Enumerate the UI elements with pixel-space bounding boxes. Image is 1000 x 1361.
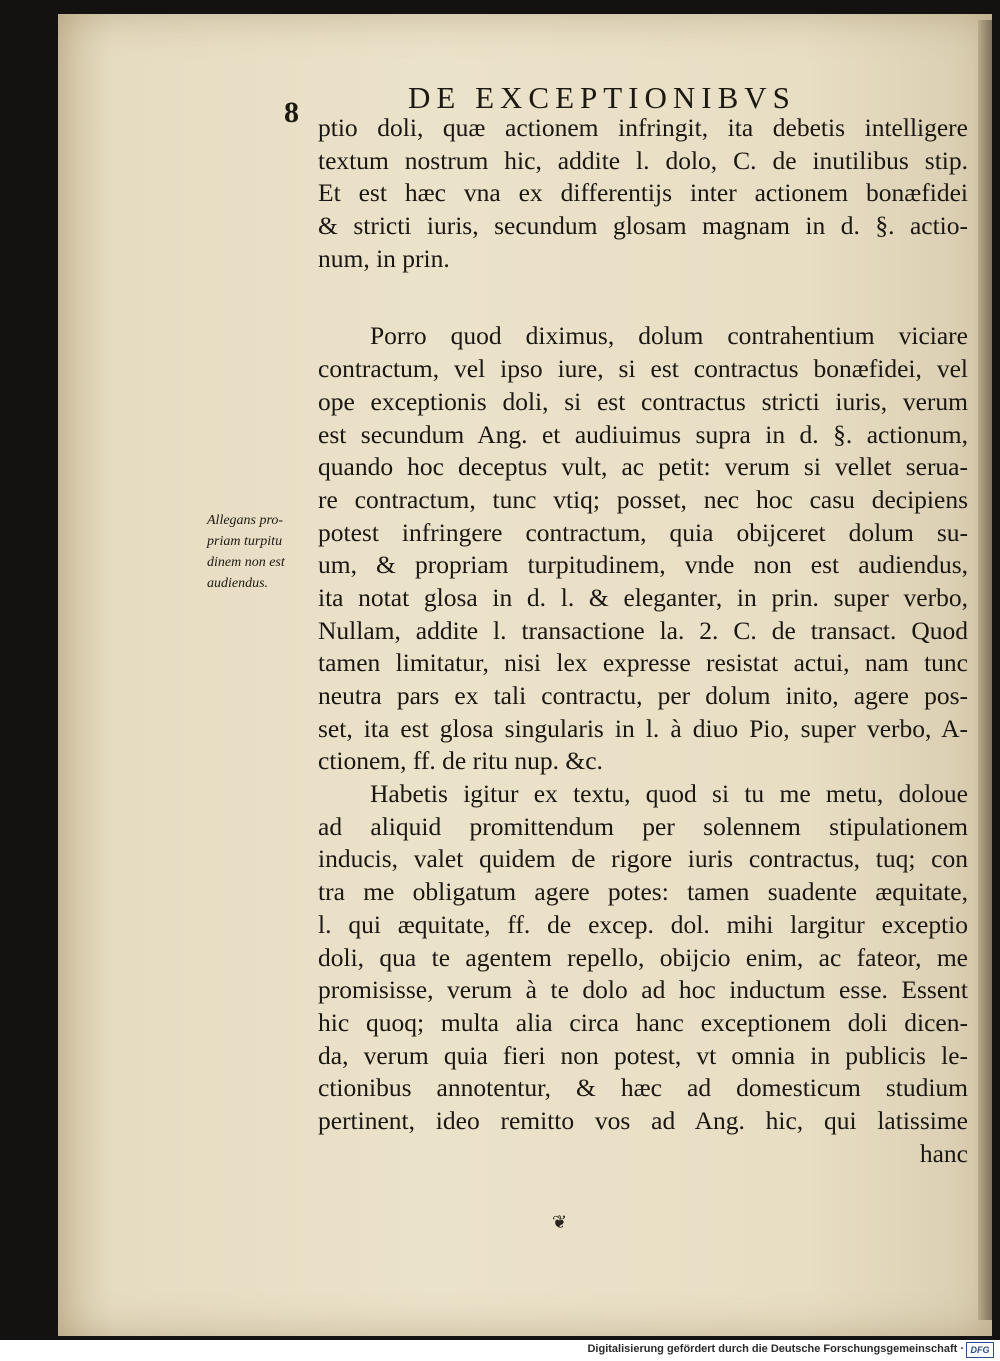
marginal-note-line: Allegans pro-	[207, 513, 284, 528]
text-line: doli, qua te agentem repello, obijcio enim, ac fateor, me	[318, 942, 968, 972]
text-line: um, & propriam turpitudinem, vnde non est audiendus,	[318, 550, 968, 580]
text-line: ctionem, ff. de ritu nup. &c.	[318, 746, 603, 776]
marginal-note-line: audiendus.	[207, 576, 269, 591]
marginal-note	[207, 510, 322, 594]
text-line: est secundum Ang. et audiuimus supra in d. §. actionum,	[318, 419, 968, 449]
text-line: hic quoq; multa alia circa hanc exceptionem doli dicen-	[318, 1007, 968, 1037]
text-line: l. qui æquitate, ff. de excep. dol. mihi largitur exceptio	[318, 909, 968, 939]
fleuron-ornament-icon: ❦	[552, 1212, 568, 1232]
text-line: inducis, valet quidem de rigore iuris contractus, tuq; con	[318, 844, 968, 874]
text-line: ctionibus annotentur, & hæc ad domesticum studium	[318, 1073, 968, 1103]
text-line: set, ita est glosa singularis in l. à diuo Pio, super verbo, A-	[318, 713, 968, 743]
text-line: quando hoc deceptus vult, ac petit: verum si vellet serua-	[318, 452, 968, 482]
funding-credit: Digitalisierung gefördert durch die Deutsche Forschungsgemeinschaft ·	[587, 1343, 964, 1355]
text-line: potest infringere contractum, quia obijceret dolum su-	[318, 517, 968, 547]
text-line: Et est hæc vna ex differentijs inter actionem bonæfidei	[318, 178, 968, 208]
text-line: ope exceptionis doli, si est contractus stricti iuris, verum	[318, 386, 968, 416]
text-line: tra me obligatum agere potes: tamen suadente æquitate,	[318, 877, 968, 907]
text-line: ad aliquid promittendum per solennem stipulationem	[318, 811, 968, 841]
text-line: pertinent, ideo remitto vos ad Ang. hic, qui latissime	[318, 1105, 968, 1135]
text-line: Nullam, addite l. transactione la. 2. C. de transact. Quod	[318, 615, 968, 645]
text-line: num, in prin.	[318, 243, 450, 273]
text-line: Habetis igitur ex textu, quod si tu me metu, doloue	[370, 779, 968, 809]
text-line: textum nostrum hic, addite l. dolo, C. de inutilibus stip.	[318, 145, 968, 175]
body-text	[318, 112, 968, 1170]
text-line: re contractum, tunc vtiq; posset, nec hoc casu decipiens	[318, 484, 968, 514]
text-line: & stricti iuris, secundum glosam magnam in d. §. actio-	[318, 211, 968, 241]
page-edge	[978, 20, 992, 1320]
text-line: da, verum quia fieri non potest, vt omnia in publicis le-	[318, 1040, 968, 1070]
running-head-title: DE EXCEPTIONIBVS	[408, 80, 796, 115]
text-line: neutra pars ex tali contractu, per dolum inito, agere pos-	[318, 681, 968, 710]
marginal-note-line: dinem non est	[207, 555, 285, 570]
text-line: ita notat glosa in d. l. & eleganter, in prin. super verbo,	[318, 582, 968, 612]
page-number: 8	[284, 96, 299, 129]
text-line: promisisse, verum à te dolo ad hoc inductum esse. Essent	[318, 975, 968, 1005]
text-line: Porro quod diximus, dolum contrahentium viciare	[370, 321, 968, 351]
text-line: tamen limitatur, nisi lex expresse resistat actui, nam tunc	[318, 648, 968, 678]
catchword: hanc	[919, 1138, 968, 1168]
dfg-logo: DFG	[966, 1342, 994, 1358]
marginal-note-line: priam turpitu	[207, 534, 283, 549]
text-line: contractum, vel ipso iure, si est contractus bonæfidei, vel	[318, 354, 968, 384]
text-line: ptio doli, quæ actionem infringit, ita debetis intelligere	[318, 113, 968, 142]
